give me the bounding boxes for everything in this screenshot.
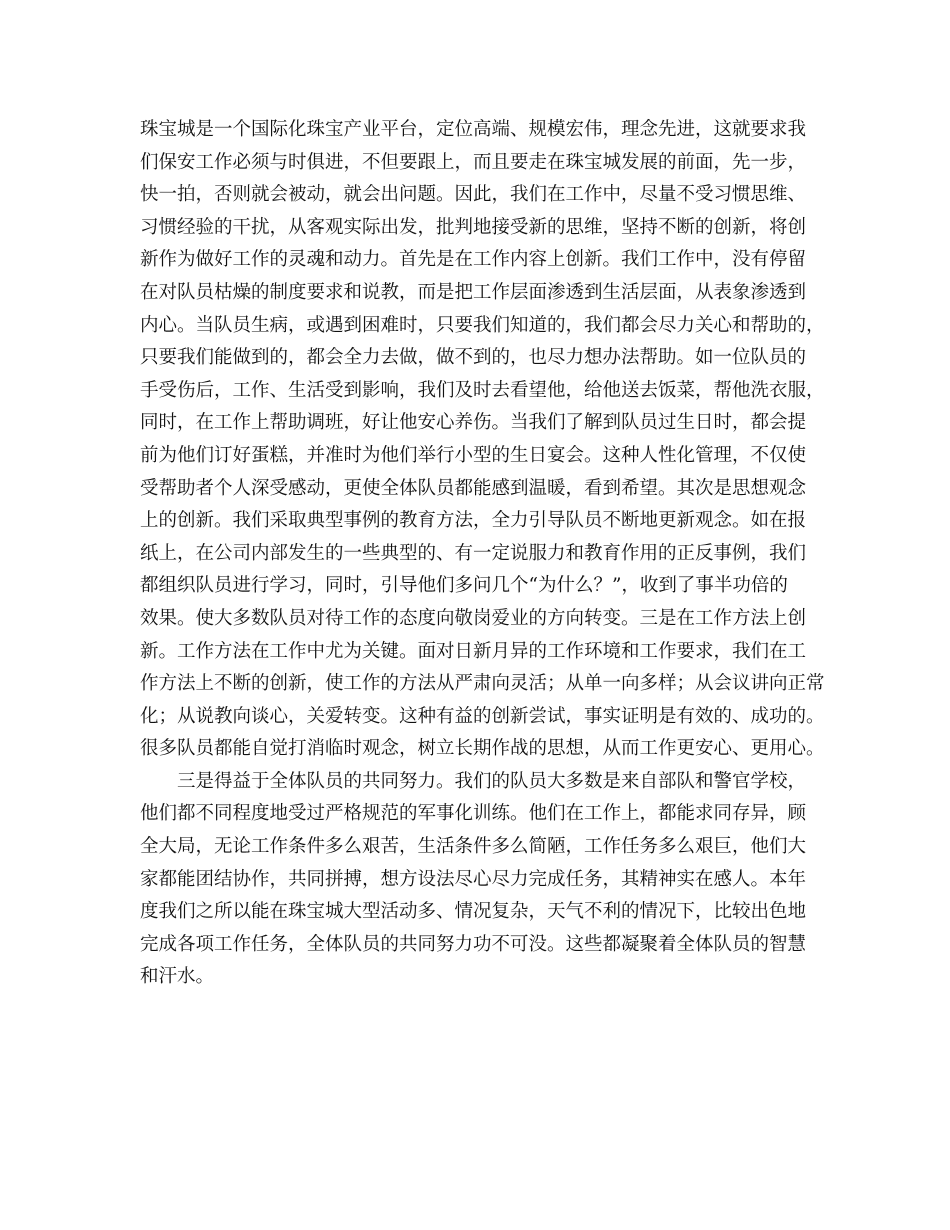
text-line: 作方法上不断的创新，使工作的方法从严肃向灵活；从单一向多样；从会议讲向正常 <box>140 673 825 695</box>
text-line: 效果。使大多数队员对待工作的态度向敬岗爱业的方向转变。三是在工作方法上创 <box>140 607 807 629</box>
text-line: 珠宝城是一个国际化珠宝产业平台，定位高端、规模宏伟，理念先进，这就要求我 <box>140 119 807 140</box>
paragraph-innovation <box>140 114 840 766</box>
text-line: 习惯经验的干扰，从客观实际出发，批判地接受新的思维，坚持不断的创新，将创 <box>140 216 807 238</box>
text-line: 内心。当队员生病，或遇到困难时，只要我们知道的，我们都会尽力关心和帮助的， <box>140 314 825 336</box>
text-line: 完成各项工作任务，全体队员的共同努力功不可没。这些都凝聚着全体队员的智慧 <box>140 933 807 955</box>
text-line: 同时，在工作上帮助调班，好让他安心养伤。当我们了解到队员过生日时，都会提 <box>140 412 807 434</box>
paragraph-team-effort <box>140 766 840 994</box>
text-line: 很多队员都能自觉打消临时观念，树立长期作战的思想，从而工作更安心、更用心。 <box>140 738 825 760</box>
text-line: 和汗水。 <box>140 966 215 988</box>
text-line: 全大局，无论工作条件多么艰苦，生活条件多么简陋，工作任务多么艰巨，他们大 <box>140 836 807 858</box>
text-line: 新。工作方法在工作中尤为关键。面对日新月异的工作环境和工作要求，我们在工 <box>140 640 807 662</box>
text-line: 受帮助者个人深受感动，更使全体队员都能感到温暖，看到希望。其次是思想观念 <box>140 477 807 499</box>
text-line: 新作为做好工作的灵魂和动力。首先是在工作内容上创新。我们工作中，没有停留 <box>140 249 807 271</box>
text-line: 们保安工作必须与时俱进，不但要跟上，而且要走在珠宝城发展的前面，先一步， <box>140 151 807 173</box>
text-line: 化；从说教向谈心，关爱转变。这种有益的创新尝试，事实证明是有效的、成功的。 <box>140 705 825 727</box>
text-line: 快一拍，否则就会被动，就会出问题。因此，我们在工作中，尽量不受习惯思维、 <box>140 184 807 206</box>
text-line: 上的创新。我们采取典型事例的教育方法，全力引导队员不断地更新观念。如在报 <box>140 510 807 532</box>
text-line: 三是得益于全体队员的共同努力。我们的队员大多数是来自部队和警官学校， <box>177 770 807 792</box>
text-line: 只要我们能做到的，都会全力去做，做不到的，也尽力想办法帮助。如一位队员的 <box>140 347 807 369</box>
text-line: 他们都不同程度地受过严格规范的军事化训练。他们在工作上，都能求同存异，顾 <box>140 803 807 825</box>
text-line: 都组织队员进行学习，同时，引导他们多问几个“为什么？”，收到了事半功倍的 <box>140 575 788 597</box>
body-text <box>140 114 840 994</box>
text-line: 度我们之所以能在珠宝城大型活动多、情况复杂，天气不利的情况下，比较出色地 <box>140 901 807 923</box>
text-line: 家都能团结协作，共同拼搏，想方设法尽心尽力完成任务，其精神实在感人。本年 <box>140 868 807 890</box>
text-line: 在对队员枯燥的制度要求和说教，而是把工作层面渗透到生活层面，从表象渗透到 <box>140 281 807 303</box>
text-line: 纸上，在公司内部发生的一些典型的、有一定说服力和教育作用的正反事例，我们 <box>140 542 807 564</box>
text-line: 前为他们订好蛋糕，并准时为他们举行小型的生日宴会。这种人性化管理，不仅使 <box>140 444 807 466</box>
text-line: 手受伤后，工作、生活受到影响，我们及时去看望他，给他送去饭菜，帮他洗衣服， <box>140 379 825 401</box>
